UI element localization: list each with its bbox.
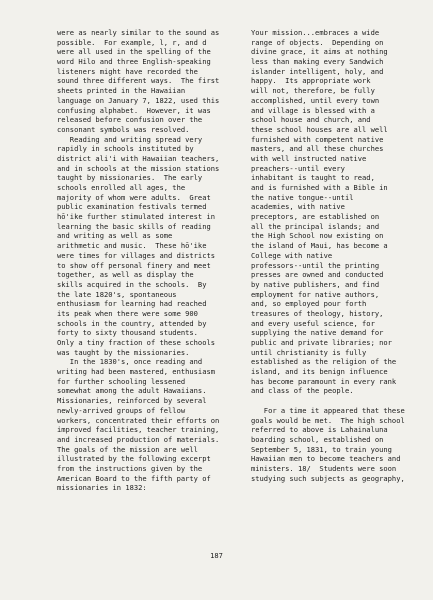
right-column-line: preceptors, are established on — [251, 212, 380, 222]
right-column-line: preachers--until every — [251, 163, 345, 173]
left-column-line: language on January 7, 1822, used this — [57, 95, 220, 105]
left-column-line: enthusiasm for learning had reached — [57, 299, 207, 309]
left-column-line: district ali'i with Hawaiian teachers, — [57, 153, 220, 163]
right-column-line: island, and its benign influence — [251, 367, 388, 377]
left-column-line: workers, concentrated their efforts on — [57, 415, 220, 425]
left-column-line: together, as well as display the — [57, 270, 194, 280]
left-column-line: skills acquired in the schools. By — [57, 279, 207, 289]
right-column-line: the native tongue--until — [251, 192, 354, 202]
right-column-line: inhabitant is taught to read, — [251, 173, 375, 183]
right-column-line: masters, and all these churches — [251, 144, 384, 154]
left-column-line: sheets printed in the Hawaiian — [57, 86, 186, 96]
right-column-line: boarding school, established on — [251, 434, 384, 444]
right-column-line: referred to above is Lahainaluna — [251, 425, 388, 435]
right-column-line: public and private libraries; nor — [251, 338, 392, 347]
left-column-line: and in schools at the mission stations — [57, 163, 220, 173]
right-column-line: accomplished, until every town — [251, 95, 380, 105]
left-column-line: learning the basic skills of reading — [57, 221, 211, 231]
right-column-line: treasures of theology, history, — [251, 308, 384, 318]
right-column-line: happy. Its appropriate work — [251, 76, 371, 86]
left-column-line: word Hilo and three English-speaking — [57, 57, 211, 67]
left-column-line: from the instructions given by the — [57, 463, 203, 473]
right-column-line: less than making every Sandwich — [251, 57, 384, 67]
left-column-line: was taught by the missionaries. — [57, 347, 190, 357]
left-column-line: taught by missionaries. The early — [57, 173, 203, 183]
left-column-line: rapidly in schools instituted by — [57, 144, 194, 154]
left-column-line: to show off personal finery and meet — [57, 260, 211, 270]
left-column-line: Reading and writing spread very — [57, 134, 203, 144]
right-column-line: employment for native authors, — [251, 289, 380, 299]
left-column-line: writing had been mastered, enthusiasm — [57, 367, 216, 377]
right-column-line: For a time it appeared that these — [251, 405, 405, 415]
left-column-line: missionaries in 1832: — [57, 483, 147, 493]
right-column-line — [251, 396, 423, 406]
left-text-column — [57, 28, 229, 493]
left-column-line: Missionaries, reinforced by several — [57, 396, 207, 406]
right-column-line: supplying the native demand for — [251, 328, 384, 338]
right-column-line: and class of the people. — [251, 386, 354, 396]
right-column-line: all the principal islands; and — [251, 221, 380, 231]
left-column-line: newly-arrived groups of fellow — [57, 405, 186, 415]
right-column-line: school house and church, and — [251, 115, 371, 125]
right-column-line: range of objects. Depending on — [251, 37, 384, 47]
right-column-line: by native publishers, and find — [251, 279, 380, 289]
right-column-line: academies, with native — [251, 202, 345, 212]
left-column-line: the late 1820's, spontaneous — [57, 289, 177, 299]
left-column-line: its peak when there were some 900 — [57, 308, 198, 318]
left-column-line: were as nearly similar to the sound as — [57, 28, 220, 37]
right-column-line: Hawaiian men to become teachers and — [251, 454, 401, 464]
left-column-line: confusing alphabet. However, it was — [57, 105, 211, 115]
left-column-line: American Board to the fifth party of — [57, 473, 211, 483]
left-column-line: arithmetic and music. These hō'ike — [57, 241, 207, 251]
right-column-line: presses are owned and conducted — [251, 270, 384, 280]
right-column-line: and is furnished with a Bible in — [251, 183, 388, 192]
left-column-line: Only a tiny fraction of these schools — [57, 338, 216, 347]
right-column-line: ministers. 18/ Students were soon — [251, 463, 397, 473]
left-column-line: somewhat among the adult Hawaiians. — [57, 386, 207, 396]
right-column-line: and village is blessed with a — [251, 105, 375, 115]
right-column-line: until christianity is fully — [251, 347, 367, 357]
right-column-line: and, so employed pour forth — [251, 299, 367, 309]
left-column-line: and writing as well as some — [57, 231, 173, 241]
right-column-line: professors--until the printing — [251, 260, 380, 270]
left-column-line: schools in the country, attended by — [57, 318, 207, 328]
left-column-line: sound three different ways. The first — [57, 76, 220, 86]
right-column-line: studying such subjects as geography, — [251, 473, 405, 483]
right-column-line: the island of Maui, has become a — [251, 241, 388, 251]
left-column-line: forty to sixty thousand students. — [57, 328, 198, 338]
left-column-line: The goals of the mission are well — [57, 444, 198, 454]
left-column-line: In the 1830's, once reading and — [57, 357, 203, 367]
left-column-line: improved facilities, teacher training, — [57, 425, 220, 435]
left-column-line: illustrated by the following excerpt — [57, 454, 211, 464]
right-column-line: the High School now existing on — [251, 231, 384, 241]
left-column-line: hō'ike further stimulated interest in — [57, 212, 216, 222]
left-column-line: released before confusion over the — [57, 115, 203, 125]
left-column-line: listeners might have recorded the — [57, 66, 198, 76]
right-text-column — [251, 28, 423, 483]
left-column-line: majority of whom were adults. Great — [57, 192, 211, 202]
left-column-line: were all used in the spelling of the — [57, 47, 211, 57]
left-column-line: public examination festivals termed — [57, 202, 207, 212]
right-column-line: established as the religion of the — [251, 357, 397, 367]
right-column-line: islander intelligent, holy, and — [251, 66, 384, 76]
right-column-line: Your mission...embraces a wide — [251, 28, 380, 37]
right-column-line: these school houses are all well — [251, 124, 388, 134]
left-column-line: schools enrolled all ages, the — [57, 183, 186, 192]
right-column-line: and every useful science, for — [251, 318, 375, 328]
left-column-line: possible. For example, l, r, and d — [57, 37, 207, 47]
left-column-line: were times for villages and districts — [57, 250, 216, 260]
left-column-line: for further schooling lessened — [57, 376, 186, 386]
page-number: 187 — [210, 551, 223, 560]
right-column-line: with well instructed native — [251, 153, 367, 163]
left-column-line: and increased production of materials. — [57, 434, 220, 444]
right-column-line: will not, therefore, be fully — [251, 86, 375, 96]
right-column-line: furnished with competent native — [251, 134, 384, 144]
right-column-line: divine grace, it aims at nothing — [251, 47, 388, 57]
right-column-line: College with native — [251, 250, 333, 260]
right-column-line: has become paramount in every rank — [251, 376, 397, 386]
right-column-line: September 5, 1831, to train young — [251, 444, 392, 454]
right-column-line: goals would be met. The high school — [251, 415, 405, 425]
left-column-line: consonant symbols was resolved. — [57, 124, 190, 134]
